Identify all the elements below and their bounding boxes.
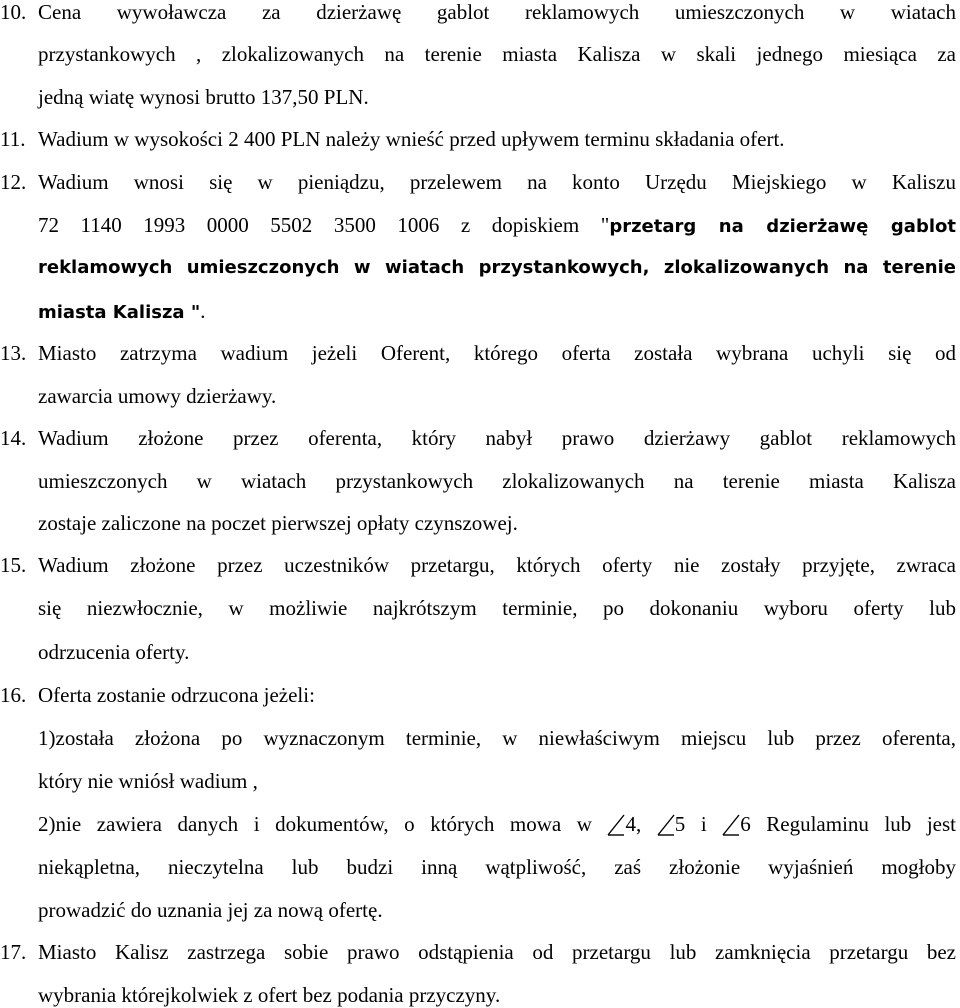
paragraph-line: umieszczonych w wiatach przystankowych zlokalizowanych na terenie miasta Kalisza (38, 469, 956, 493)
paragraph-line: zostaje zaliczone na poczet pierwszej opłaty czynszowej. (38, 511, 518, 535)
paragraph-line (38, 213, 956, 237)
paragraph-line (0, 940, 956, 964)
list-line: 1)została złożona po wyznaczonym terminie, w niewłaściwym miejscu lub przez oferenta, (38, 726, 956, 750)
item-number: 15. (0, 553, 27, 577)
list-line (38, 812, 956, 836)
paragraph-text: 5 i (674, 812, 707, 836)
list-line: prowadzić do uznania jej za nową ofertę. (38, 898, 383, 922)
paragraph-line: się niezwłocznie, w możliwie najkrótszym terminie, po dokonaniu wyboru oferty lub (38, 596, 956, 620)
paragraph-line (0, 426, 956, 450)
section-mark-icon (657, 812, 675, 836)
paragraph-text: Miasto zatrzyma wadium jeżeli Oferent, którego oferta została wybrana uchyli się od (38, 341, 956, 365)
section-mark-icon (722, 812, 740, 836)
item-number: 14. (0, 426, 27, 450)
paragraph-text: 2)nie zawiera danych i dokumentów, o których mowa w (38, 812, 592, 836)
paragraph-line: przystankowych , zlokalizowanych na terenie miasta Kalisza w skali jednego miesiąca za (38, 42, 956, 66)
paragraph-line (38, 299, 956, 323)
item-number: 10. (0, 0, 27, 24)
bold-text: miasta Kalisza " (38, 302, 201, 323)
paragraph-line: wybrania którejkolwiek z ofert bez podania przyczyny. (38, 983, 501, 1007)
paragraph-line (0, 683, 956, 707)
item-number: 12. (0, 170, 27, 194)
paragraph-text: Wadium złożone przez oferenta, który nabył prawo dzierżawy gablot reklamowych (38, 426, 956, 450)
paragraph-text: 4, (625, 812, 642, 836)
paragraph-line (0, 0, 956, 24)
paragraph-text: Oferta zostanie odrzucona jeżeli: (38, 683, 315, 707)
paragraph-line: jedną wiatę wynosi brutto 137,50 PLN. (38, 85, 369, 109)
paragraph-line (0, 341, 956, 365)
paragraph-text: 6 Regulaminu lub jest (740, 812, 957, 836)
paragraph-line (0, 170, 956, 194)
paragraph-line: odrzucenia oferty. (38, 640, 190, 664)
paragraph-text: Miasto Kalisz zastrzega sobie prawo odstąpienia od przetargu lub zamknięcia przetargu bez (38, 940, 956, 964)
bold-text: przetarg na dzierżawę gablot (609, 216, 956, 237)
item-number: 17. (0, 940, 27, 964)
item-number: 16. (0, 683, 27, 707)
paragraph-text: Wadium w wysokości 2 400 PLN należy wnieść przed upływem terminu składania ofert. (38, 127, 785, 151)
item-number: 13. (0, 341, 27, 365)
section-mark-icon (607, 812, 625, 836)
paragraph-text: 72 1140 1993 0000 5502 3500 1006 z dopiskiem " (38, 213, 610, 237)
paragraph-text: Wadium wnosi się w pieniądzu, przelewem na konto Urzędu Miejskiego w Kaliszu (38, 170, 956, 194)
list-line: niekąpletna, nieczytelna lub budzi inną wątpliwość, zaś złożonie wyjaśnień mogłoby (38, 855, 956, 879)
paragraph-line: zawarcia umowy dzierżawy. (38, 384, 277, 408)
bold-line: reklamowych umieszczonych w wiatach przystankowych, zlokalizowanych na terenie (38, 257, 956, 278)
paragraph-text: Wadium złożone przez uczestników przetargu, których oferty nie zostały przyjęte, zwraca (38, 553, 956, 577)
paragraph-line (0, 553, 956, 577)
paragraph-line (0, 127, 956, 151)
list-line: który nie wniósł wadium , (38, 769, 258, 793)
paragraph-text: . (200, 299, 206, 323)
paragraph-text: Cena wywoławcza za dzierżawę gablot reklamowych umieszczonych w wiatach (38, 0, 956, 24)
item-number: 11. (0, 127, 26, 151)
